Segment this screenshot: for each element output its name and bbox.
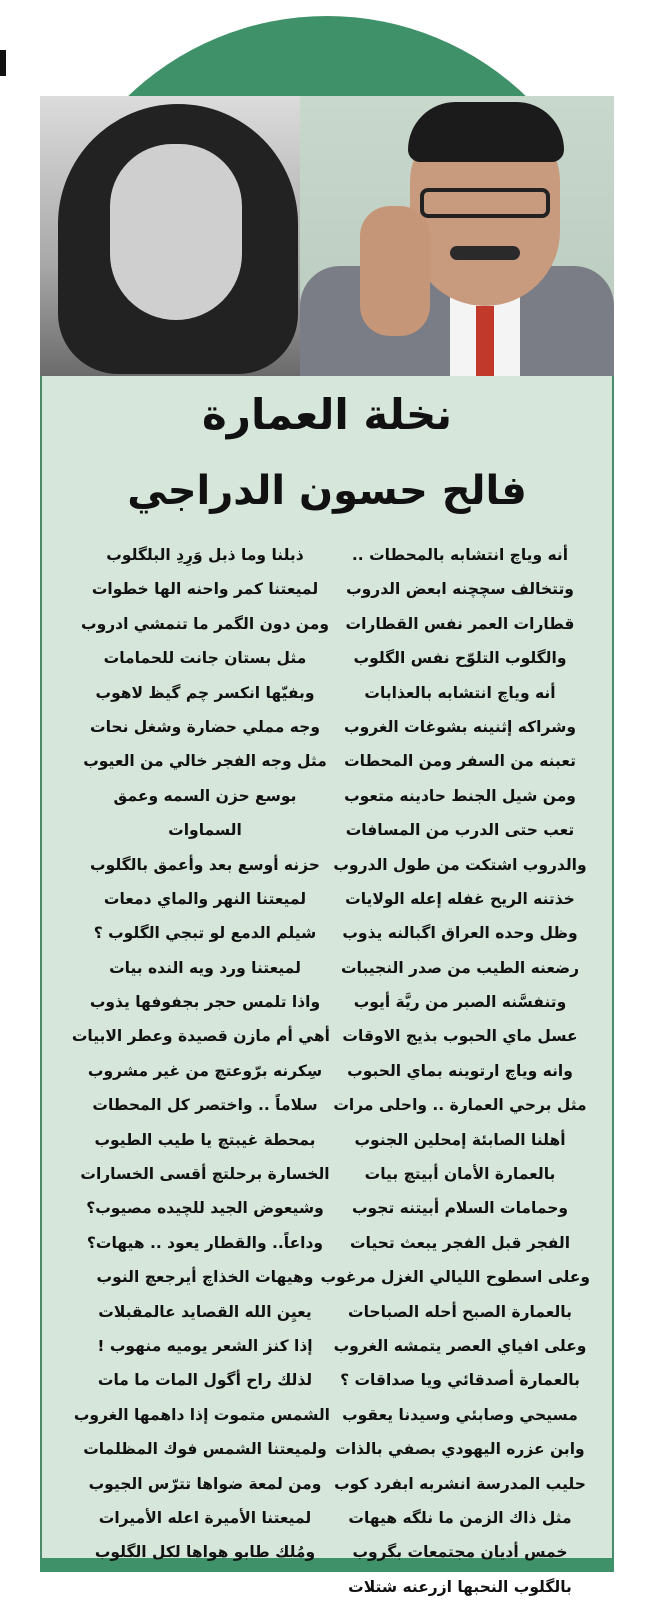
- poem-line: ومن لمعة ضواها تترّس الجيوب: [88, 1474, 322, 1493]
- poem-line: واذا تلمس حجر بجفوفها يذوب: [89, 993, 321, 1012]
- poem-line: مثل ذاك الزمن ما نلگه هيهات: [348, 1508, 572, 1527]
- poem-line: وشيعوض الجيد للچيده مصيوب؟: [86, 1199, 324, 1218]
- poem-line: إذا كنز الشعر يوميه منهوب !: [97, 1336, 313, 1355]
- poem-column-left: [71, 538, 330, 1570]
- poem-line: خمس أديان مجتمعات بگروب: [352, 1543, 568, 1562]
- poem-line: أنه وياچ انتشابه بالعذابات: [364, 683, 556, 702]
- poem-line: عسل ماي الحبوب بذيج الاوقات: [342, 1027, 578, 1046]
- poem-line: وعلى افياي العصر يتمشه الغروب: [333, 1336, 587, 1355]
- poem-line: شيلم الدمع لو تبجي الگلوب ؟: [93, 924, 317, 943]
- page-edge-mark: [0, 50, 6, 76]
- poem-line: حزنه أوسع بعد وأعمق بالگلوب: [90, 855, 320, 874]
- poem-line: وتنفسَّنه الصبر من ريَّة أيوب: [353, 993, 567, 1012]
- poem-line: وابن عزره اليهودي بصفي بالذات: [335, 1440, 585, 1459]
- header-photos: [40, 96, 614, 376]
- poem-line: أنه وياچ انتشابه بالمحطات ..: [351, 546, 569, 564]
- poem-line: لميعتنا ورد ويه النده بيات: [109, 958, 301, 977]
- poem-line: بالعمارة الأمان أبيتچ بيات: [364, 1165, 556, 1184]
- poem-line: لميعتنا النهر والماي دمعات: [103, 889, 307, 908]
- man-hair-shape: [408, 102, 564, 162]
- poem-title: نخلة العمارة: [201, 390, 453, 439]
- hand-shape: [360, 206, 430, 336]
- poem-line: والگلوب التلوّح نفس الگلوب: [353, 649, 567, 668]
- poem-line: مثل برحي العمارة .. واحلى مرات: [333, 1096, 587, 1115]
- poem-line: ومن شيل الجنط حادينه متعوب: [344, 786, 576, 805]
- poem-line: الفجر قبل الفجر يبعث تحيات: [349, 1233, 571, 1252]
- moustache-shape: [450, 246, 520, 260]
- poem-line: سلاماً .. واختصر كل المحطات: [92, 1096, 318, 1115]
- poem-line: وانه وياچ ارتوينه بماي الحبوب: [347, 1061, 573, 1080]
- poem-line: بوسع حزن السمه وعمق: [113, 786, 297, 805]
- poem-line: أهلنا الصابئة إمحلين الجنوب: [354, 1130, 566, 1149]
- glasses-shape: [420, 188, 550, 218]
- poem-line: بالعمارة الصبح أحله الصباحات: [348, 1302, 572, 1321]
- poem-line: الخسارة برحلتچ أقسى الخسارات: [80, 1165, 330, 1184]
- poem-line: تعبنه من السفر ومن المحطات: [344, 752, 576, 771]
- poem-line: وهيهات الخذاچ أيرجعچ النوب: [96, 1268, 314, 1287]
- poem-line: حليب المدرسة انشربه ابفرد كوب: [334, 1474, 586, 1493]
- poem-line: لميعتنا كمر واحنه الها خطوات: [91, 580, 319, 599]
- poem-line: ومن دون الگمر ما تنمشي ادروب: [81, 614, 329, 633]
- poem-line: ذبلنا وما ذبل وَرِدِ البلگلوب: [106, 546, 304, 564]
- poem-line: مثل وجه الفجر خالي من العيوب: [83, 752, 327, 771]
- poet-name: فالح حسون الدراجي: [127, 468, 527, 514]
- poem-line: الشمس متموت إذا داهمها الغروب: [73, 1405, 330, 1424]
- poem-line: وحمامات السلام أبيتنه تجوب: [351, 1199, 569, 1218]
- woman-face-shape: [110, 144, 242, 320]
- poem-line: سِكرنه برّوعتچ من غير مشروب: [87, 1061, 323, 1080]
- poem-line: وظل وحده العراق اگبالنه يذوب: [342, 924, 578, 943]
- poem-line: ولميعتنا الشمس فوك المظلمات: [83, 1440, 327, 1459]
- poem-line: ومُلك طابو هواها لكل الگلوب: [94, 1543, 316, 1562]
- poem-line: لذلك راح أگول المات ما مات: [97, 1371, 313, 1390]
- poem-line: لميعتنا الأميرة اعله الأميرات: [98, 1508, 312, 1527]
- poem-line: بمحطة غيبتچ يا طيب الطيوب: [94, 1130, 316, 1149]
- man-portrait-image: [300, 96, 614, 376]
- man-tie-shape: [476, 306, 494, 376]
- poem-line: خذتنه الريح غفله إعله الولايات: [345, 889, 575, 908]
- poem-line: بالگلوب النحبها ازرعنه شتلات: [348, 1577, 572, 1596]
- poem-line: أهي أم مازن قصيدة وعطر الابيات: [71, 1027, 330, 1046]
- poem-line: يعيِن الله القصايد عالمقبلات: [98, 1302, 312, 1321]
- poem-line: وجه مملي حضارة وشغل نحات: [90, 717, 320, 736]
- poem-line: وداعاً.. والقطار يعود .. هيهات؟: [86, 1233, 324, 1252]
- poem-line: السماوات: [168, 821, 242, 840]
- poem-line: تعب حتى الدرب من المسافات: [345, 821, 575, 840]
- woman-portrait-image: [40, 96, 340, 376]
- poem-line: وشراكه إثنينه بشوغات الغروب: [344, 717, 576, 736]
- poem-line: وعلى اسطوح الليالي الغزل مرغوب: [320, 1268, 590, 1287]
- poem-line: قطارات العمر نفس القطارات: [345, 614, 575, 633]
- poem-line: وبفيّها انكسر چم گيظ لاهوب: [95, 683, 315, 702]
- poem-line: مثل بستان جانت للحمامات: [103, 649, 307, 668]
- poem-line: مسيحي وصابئي وسيدنا يعقوب: [342, 1405, 578, 1424]
- poem-line: رضعنه الطيب من صدر النجيبات: [340, 958, 579, 977]
- poem-column-right: [320, 538, 590, 1604]
- poem-line: وتتخالف سچچنه ابعض الدروب: [346, 580, 574, 599]
- poem-line: والدروب اشتكت من طول الدروب: [333, 855, 587, 874]
- poem-line: بالعمارة أصدقائي ويا صداقات ؟: [340, 1371, 580, 1390]
